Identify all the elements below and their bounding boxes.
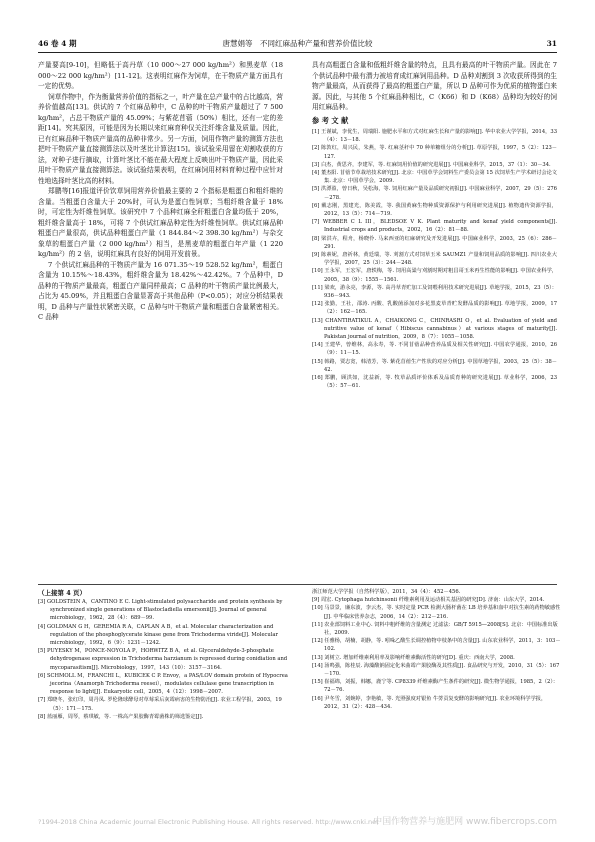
reference-entry: [12] 张勤，王社，邵涛. 丙酸、乳酸菌添加对多花黑麦草青贮发酵品质的影响[J]. 草地学报，2009，17（2）：162－165. [312,301,557,316]
body-paragraph: 饲草作物中，作为衡量营养价值的指标之一，叶产量在总产量中的占比越高，营养价值越高[13]。供试的 7 个红麻品种中，C 品种的叶干物质产量超过了 7 500 kg/hm²，占总干物质产量的 45.09%；与紫花苜蓿（50%）相比，还有一定的差距[14]。究其原因，可能是因为长期以来红麻育种仅关注纤维含量及质量。因此，已有红麻品种干物质产量高的品种非常少。另一方面，饲用作物产量的测算方法也把叶干物质产量直接测算法以及叶茎比计算法[15]。该试验采用留在刈割收获的方法，对种子进行摘取，计算叶茎比不能在最大程度上反映出叶干物质产量，因此采用叶干物质产量直接测算法。该试验结果表明，在红麻饲用材料育种过程中应针对性地选择叶茎比高的材料。 [38,92,283,185]
reference-entry: [11] 农业部饲料工业中心. 饲料中粗纤维的含量测定 过滤法：GB/T 5915—2008[S]. 北京：中国标准出版社，2009. [312,621,558,637]
body-paragraph: 郑鹏等[16]报道评价饮草饲用营养价值最主要的 2 个指标是粗蛋白和粗纤维的含量。当粗蛋白含量大于 20%时，可认为是蛋白性饲草；当粗纤维含量于 18%时，可定性为纤维性饲草。该研究中 7 个品种红麻全秆粗蛋白含量均低于 20%，粗纤维含量高于 18%，可将 7 个供试红麻品种定性为纤维性饲草。供试红麻品种粗蛋白产量很高，供试品种粗蛋白产量（1 844.84～2 398.30 kg/hm²）与杂交象草的粗蛋白产量（2 000 kg/hm²）相当，是黑麦草的粗蛋白年产量（1 220 kg/hm²）的 2 倍，说明红麻具有良好的饲用开发前景。 [38,187,283,258]
reference-entry: [8] 蓝丽雁，周琴，蔡琪敏，等. 一株高产果胶酶青霉菌株的筛选鉴定[J]. [38,713,204,720]
reference-entry: [13] 刘树立. 增加纤维素利用率及影响纤维素酶活性的研究[D]. 重庆：西南大学，2008. [312,654,515,661]
reference-entry: [2] 陈敦红，周兴民，朱燕，等. 红麻茎秆中 70 种单糖组分的分析[J]. 草原学报，1997，5（2）：123－127. [312,145,557,160]
reference-entry: 浙江师范大学学报（自然科学版），2011，34（4）：452－456. [312,589,461,595]
page-number: 31 [546,39,557,48]
volume-issue-label: 46 卷 4 期 [38,39,77,48]
running-head [38,38,557,53]
reference-entry: [9] 陈素妮，唐祈林，黄廷瑞，等. 刈割方式对饲草玉米 SAUMZ1 产量和饲用品质的影响[J]. 四川农业大学学报，2007，25（3）：244－248. [312,252,557,267]
reference-entry: [13] CHANTIRATIKUL A，CHAIKONG C，CHINRASRI O，et al. Evaluation of yield and nutritive value of kenaf（Hibiscus cannabinus）at various stages of maturity[J]. Pakistan journal of nutrition，2009，8（7）：1055－1058. [312,317,557,341]
reference-entry: [15] 韩路，贾志宽，韩清芳，等. 紫花苜蓿生产性状的对应分析[J]. 中国草地学报，2003，25（5）：38－42. [312,358,557,373]
reference-entry: [6] SCHMOLL M，FRANCHI L，KUBICEK C P. Envoy，a PAS/LOV domain protein of Hypocrea jecorina（Anamorph Trichoderma reesei），modulates cellulase gene transcription in response to light[J]. Eukaryotic cell，2005，4（12）：1998－2007. [38,672,288,696]
reference-entry: [3] 白杰，黄思齐，李建军，等. 红麻饲用价值的研究进展[J]. 中国麻业科学，2015，37（1）：30－34. [312,161,551,168]
reference-entry: [3] GOLDSTEIN A，CANTINO E C. Light-stimulated polysaccharide and protein synthesis by synchronized single generations of Blastocladiella emersonii[J]. Journal of general microbiology，1962，28（4）：689－99. [38,599,283,622]
reference-entry: [12] 任雅杨，胡楠，胡静，等. 吲哚乙酸生长调控植物中枝条中的含量[J]. 山东农业科学，2011，3：103－102. [312,638,561,653]
reference-entry: [7] 郑晓冬，张红印，周丹凤. 罗伦隆球酵母对草莓采后灰霉病害的生物防治[J]. 农业工程学报，2003，19（5）：171－175. [38,697,282,712]
copyright-notice: ?1994-2018 China Academic Journal Electronic Publishing House. All rights reserved. http://www.cnki.net [38,818,379,826]
reference-entry: [11] 梁欢，游永亮，李源，等. 高丹草青贮加工及饲喂利用技术研究进展[J]. 草地学报，2015，23（5）：936－943. [312,284,557,300]
reference-entry: [10] 马景景，廉东波，李云杰，等. 实时定量 PCR 检测大肠杆菌在 LB 培养基和血中对抗生素的药物敏感性[J]. 中华临床营养杂志，2006，14（2）：212－216. [312,605,561,620]
reference-entry: [8] 梁洪卉，程舟，杨晓伶. 马来西亚的红麻研究及开发进展[J]. 中国麻业科学，2003，25（6）：286－291. [312,235,557,250]
body-paragraph: 产量要高[9-10]，但略低于高丹草（10 000～27 000 kg/hm²）和黑麦草（18 000～22 000 kg/hm²）[11-12]。这表明红麻作为饲草，在干物质产量方面具有一定的优势。 [38,61,283,90]
reference-list [312,128,557,391]
reference-entry: [7] WEBBER C L III，BLEDSOE V K. Plant maturity and kenaf yield components[J]. Industrial crops and products，2002，16（2）：81－88. [312,219,557,234]
reference-entry: [15] 崔福绵，刘振，韩娜，鹿宁等. CP8339 纤维素酶产生条件的研究[J]. 微生物学通报，1985，2（2）：72－76. [312,679,559,694]
reference-entry: [4] GOLDMAN G H，GEREMIA R A，CAPLAN A B，et al. Molecular characterization and regulation of the phosphoglycerate kinase gene from Trichoderma viride[J]. Molecular microbiology，1992，6（9）：1231－1242. [38,623,278,647]
continued-refs-right [312,588,562,711]
right-column [312,60,557,391]
page-footer [38,818,557,830]
reference-entry: [14] 王建华，曾维林，高永寿，等. 不同苜蓿品种营养品质及相关性研究[J]. 中国农学通报，2010，26（9）：11－15. [312,342,557,357]
watermark-text: 中国作物营养与施肥网 www.fibercrops.com [373,817,557,827]
continued-references [38,588,561,720]
body-paragraph: 具有高粗蛋白含量和低粗纤维含量的特点，且具有最高的叶干物质产量。因此在 7 个供试品种中最有潜力被培育成红麻饲用品种。D 品种刈割到 3 次收获所得到的生物产量最高，从而获得了最高的粗蛋白产量，所以 D 品种可作为优质的植物蛋白来源。因此，与其他 5 个红麻品种相比，C（K66）和 D（K68）品种均为较好的饲用红麻品种。 [312,61,557,111]
references-heading: 参 考 文 献 [312,115,349,125]
reference-entry: [4] 董杰阳. 苜蓿节草栽培技术研究[J]. 北京：中国草学会饲料生产委员会第 15 次饲草生产学术研讨会论文集. 北京：中国草学会，2009. [312,170,557,185]
reference-entry: [5] 洪漂盈，曾日秋，吴松海，等. 饲用红麻产量及品质研究初报[J]. 中国麻业科学，2007，29（5）：276－278. [312,186,557,201]
continued-from-label: （上接第 4 页） [38,589,87,597]
body-paragraph: 7 个供试红麻品种的干物质产量为 16 071.35～19 528.52 kg/hm²，粗蛋白含量为 10.15%～18.43%，粗纤维含量为 18.42%～42.42%。7 个品种中，D 品种的干物质产量最高，粗蛋白产量同样最高；C 品种的叶干物质产量比例最大，占比为 45.09%，并且粗蛋白含量显著高于其他品种（P<0.05）；对应分析结果表明，D 品种与产量性状紧密关联，C 品种与叶干物质产量和粗蛋白含量紧密相关。C 品种 [38,260,283,321]
reference-entry: [16] 尹冬雪，刘婉婷，李艳敏，等. 光照强度对银鱼 牛蒡贡复变酵的影响研究[J]. 农业环境科学学报，2012，31（2）：428－434. [312,695,547,710]
section-divider [38,584,557,585]
reference-entry: [1] 王谨斌，李优生，周瑞阳. 施肥水平和方式对红麻生长和产量的影响[J]. 华中农业大学学报，2014，33（4）：13－18. [312,129,557,144]
reference-entry: [16] 郑鹏，顾洪如，沈益新，等. 牧草品质评价体系及品质育种的研究进展[J]. 草业科学，2006，23（5）：57－61. [312,375,557,390]
reference-entry: [5] PUYESKY M，PONCE-NOYOLA P，HORWITZ B A，et al. Glyceraldehyde-3-phosphate dehydrogenase expression in Trichoderma harzianum is repressed during conidiation and mycoparasitism[J]. Microbiology，1997，143（10）：3157－3164. [38,648,288,671]
reference-entry: [10] 王永军，王宏军，唐轶梅，等. 饲用高粱与刈割时期对粗昌哥玉米再生性能的影响[J]. 中国农业科学，2005，38（9）：1555－1561. [312,268,557,283]
continued-refs-left [38,598,288,721]
reference-entry: [9] 周宏. Cytophaga hutchinsonii 纤维素利用及运动相关基因的研究[D]. 济南：山东大学，2014. [312,597,545,604]
reference-entry: [14] 汤鸣强，陈桂辰. 海藻酸钠固定化米曲霉产果胶酶及其性质[J]. 食品研究与开发，2010，31（5）：167－170. [312,662,560,678]
reference-entry: [6] 戴志刚，黑建光，陈美霞，等. 我国黄麻生物种质资源保护与利用研究进展[J]. 植物遗传资源学报，2012，13（5）：714－719. [312,202,557,218]
article-running-title: 唐慧娟等 不同红麻品种产量和营养价值比较 [222,39,373,48]
left-column [38,60,283,323]
